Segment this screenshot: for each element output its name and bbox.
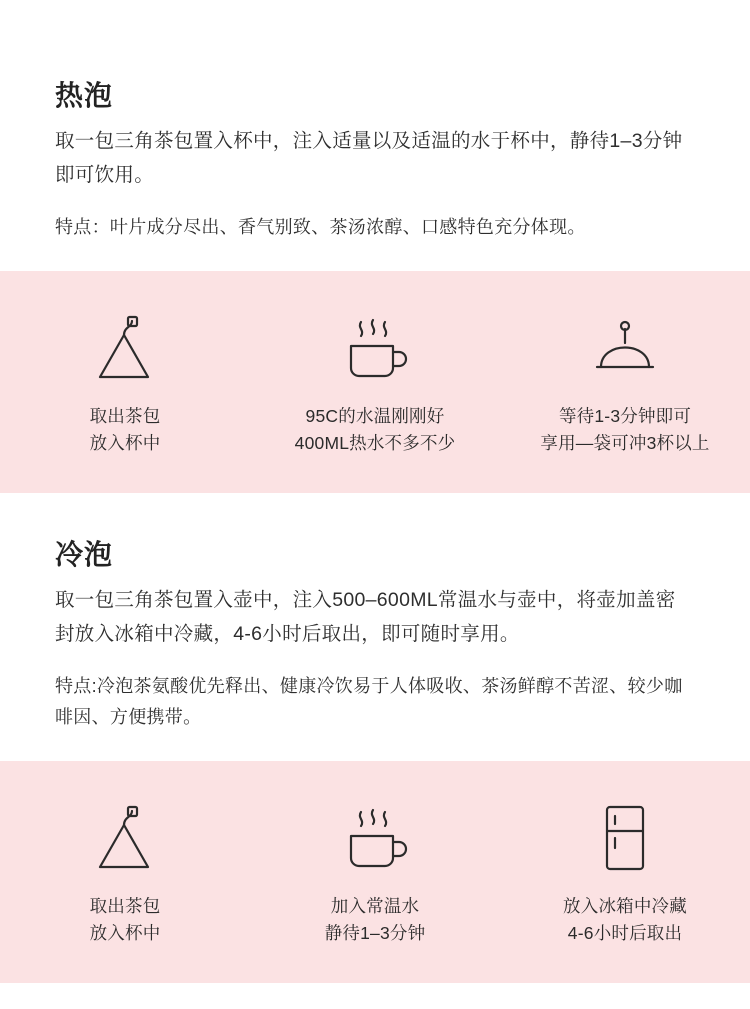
cold-brew-note: 特点:冷泡茶氨酸优先释出、健康冷饮易于人体吸收、茶汤鲜醇不苦涩、较少咖啡因、方便携带。 — [55, 676, 683, 727]
teabag-icon — [92, 313, 158, 385]
step-label-line1: 放入冰箱中冷藏 — [563, 895, 687, 916]
cold-brew-steps-band — [0, 761, 750, 983]
hot-brew-title: 热泡 — [55, 80, 114, 111]
step-label-line1: 95C的水温刚刚好 — [305, 405, 445, 426]
top-spacer — [0, 0, 750, 74]
step-label-line1: 等待1-3分钟即可 — [558, 405, 692, 426]
teabag-icon — [92, 803, 158, 875]
hot-brew-steps-band — [0, 271, 750, 493]
step-label-line2: 4-6小时后取出 — [567, 922, 683, 943]
cold-brew-step-1 — [0, 803, 250, 947]
step-label-line2: 放入杯中 — [89, 922, 161, 943]
cold-brew-section — [0, 533, 750, 732]
step-label-line2: 400ML热水不多不少 — [294, 432, 456, 453]
mid-spacer — [0, 493, 750, 533]
cold-brew-body: 取一包三角茶包置入壶中，注入500–600ML常温水与壶中，将壶加盖密封放入冰箱中冷藏，4-6小时后取出，即可随时享用。 — [55, 589, 676, 646]
step-label-line2: 放入杯中 — [89, 432, 161, 453]
step-label-line2: 静待1–3分钟 — [324, 922, 426, 943]
hot-brew-body: 取一包三角茶包置入杯中，注入适量以及适温的水于杯中，静待1–3分钟即可饮用。 — [55, 130, 683, 187]
hot-brew-note: 特点：叶片成分尽出、香气别致、茶汤浓醇、口感特色充分体现。 — [55, 217, 586, 238]
timer-bell-icon — [585, 313, 665, 385]
hot-cup-icon — [337, 313, 413, 385]
cold-brew-step-3 — [500, 803, 750, 947]
cold-brew-step-2 — [250, 803, 500, 947]
cold-brew-title: 冷泡 — [55, 539, 114, 571]
hot-brew-step-3 — [500, 313, 750, 457]
step-label-line2: 享用—袋可冲3杯以上 — [540, 432, 710, 453]
step-label-line1: 取出茶包 — [89, 405, 161, 426]
step-label-line1: 取出茶包 — [89, 895, 161, 916]
hot-brew-section — [0, 74, 750, 243]
step-label-line1: 加入常温水 — [330, 895, 420, 916]
hot-cup-icon — [337, 803, 413, 875]
fridge-icon — [597, 803, 653, 875]
hot-brew-step-1 — [0, 313, 250, 457]
hot-brew-step-2 — [250, 313, 500, 457]
